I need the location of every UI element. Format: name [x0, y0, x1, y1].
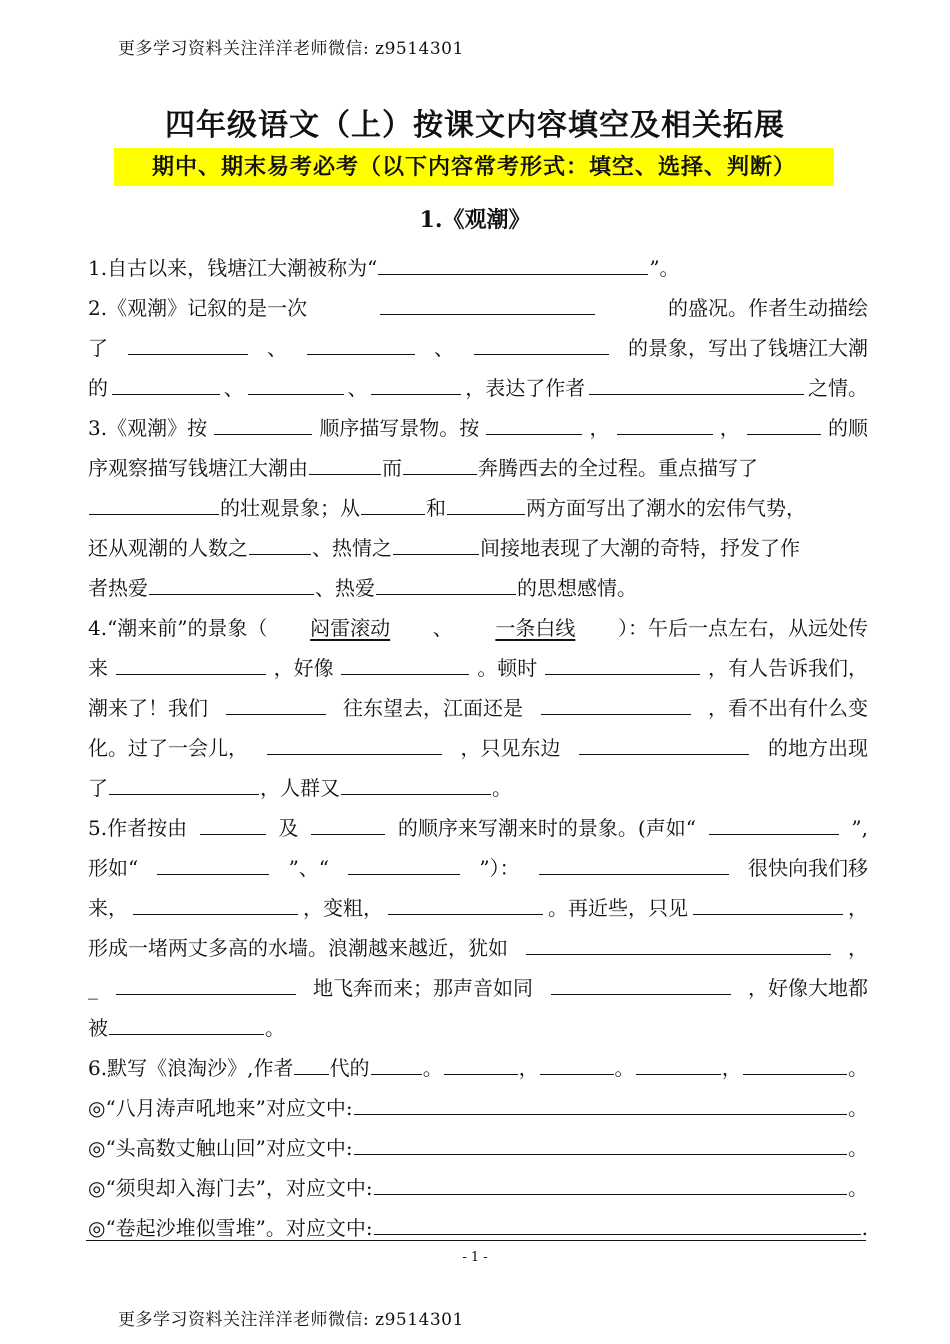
- blank[interactable]: [109, 1010, 264, 1035]
- blank[interactable]: [89, 490, 219, 515]
- text: ，: [719, 416, 740, 440]
- blank[interactable]: [133, 890, 298, 915]
- blank[interactable]: [226, 690, 326, 715]
- text: 往东望去，江面还是: [343, 696, 523, 720]
- text: 3.《观潮》按: [88, 416, 208, 440]
- blank[interactable]: [709, 810, 839, 835]
- text: ，好像: [273, 656, 334, 680]
- text: 。: [848, 1096, 868, 1120]
- blank[interactable]: [341, 650, 469, 675]
- blank[interactable]: [747, 410, 821, 435]
- text: ”,: [851, 816, 868, 840]
- text: 的思想感情。: [517, 576, 637, 600]
- blank[interactable]: [380, 290, 595, 315]
- blank[interactable]: [267, 730, 442, 755]
- blank[interactable]: [128, 330, 248, 355]
- text: 的: [88, 376, 108, 400]
- r3-line: [88, 1168, 868, 1208]
- text: 、: [347, 376, 368, 400]
- blank[interactable]: [447, 490, 525, 515]
- blank[interactable]: [551, 970, 731, 995]
- blank[interactable]: [307, 330, 415, 355]
- text: 而: [382, 456, 402, 480]
- blank[interactable]: [361, 490, 425, 515]
- footer-rule: [86, 1240, 866, 1241]
- text: ，人群又: [260, 776, 340, 800]
- blank[interactable]: [116, 650, 266, 675]
- q3-line1: [88, 408, 868, 448]
- q2-line2: [88, 328, 868, 368]
- text: 奔腾西去的全过程。重点描写了: [478, 456, 758, 480]
- text: 的景象，写出了钱塘江大潮: [628, 336, 868, 360]
- q4-line5: [88, 768, 868, 808]
- blank[interactable]: [294, 1050, 328, 1075]
- blank[interactable]: [376, 570, 516, 595]
- blank[interactable]: [545, 650, 700, 675]
- text: ，: [589, 416, 610, 440]
- lesson-heading: 1.《观潮》: [419, 207, 531, 233]
- q5-line3: [88, 888, 868, 928]
- q5-line2: [88, 848, 868, 888]
- text: 6.默写《浪淘沙》,作者: [88, 1056, 294, 1080]
- text: ，有人告诉我们，: [707, 656, 868, 680]
- text: 化。过了一会儿，: [88, 736, 248, 760]
- blank[interactable]: [444, 1050, 518, 1075]
- page-title: 四年级语文（上）按课文内容填空及相关拓展: [165, 108, 785, 143]
- blank[interactable]: [486, 410, 582, 435]
- text: .: [861, 1216, 868, 1240]
- blank[interactable]: [311, 810, 385, 835]
- r1-line: [88, 1088, 868, 1128]
- text: ，表达了作者: [465, 376, 586, 400]
- text: ◎“八月涛声吼地来”对应文中:: [88, 1096, 353, 1120]
- q3-line3: [88, 488, 868, 528]
- blank[interactable]: [617, 410, 713, 435]
- text: 4.“潮来前”的景象（: [88, 616, 268, 640]
- text: 、热爱: [315, 576, 375, 600]
- worksheet-body: [88, 248, 868, 1248]
- blank[interactable]: [374, 1210, 861, 1235]
- q6-line: [88, 1048, 868, 1088]
- blank[interactable]: [589, 370, 804, 395]
- text: 1.自古以来，钱塘江大潮被称为“: [88, 256, 378, 280]
- text: 。顿时: [477, 656, 538, 680]
- text: 。: [848, 1136, 868, 1160]
- text: 、: [434, 336, 454, 360]
- text: 。: [847, 1056, 868, 1080]
- text: _: [88, 976, 98, 1000]
- text: 、: [223, 376, 244, 400]
- blank[interactable]: [579, 730, 749, 755]
- text: 被: [88, 1016, 108, 1040]
- r2-line: [88, 1128, 868, 1168]
- text: 两方面写出了潮水的宏伟气势，: [526, 496, 806, 520]
- text: 序观察描写钱塘江大潮由: [88, 456, 308, 480]
- blank[interactable]: [348, 850, 460, 875]
- q5-line1: [88, 808, 868, 848]
- blank[interactable]: [200, 810, 266, 835]
- blank[interactable]: [116, 970, 296, 995]
- text: ，好像大地都: [748, 976, 868, 1000]
- text: 还从观潮的人数之: [88, 536, 248, 560]
- blank[interactable]: [248, 370, 344, 395]
- q5-line6: [88, 1008, 868, 1048]
- text: 的盛况。作者生动描绘: [668, 296, 868, 320]
- blank[interactable]: [540, 1050, 614, 1075]
- text: 形成一堵两丈多高的水墙。浪潮越来越近，犹如: [88, 936, 508, 960]
- blank[interactable]: [474, 330, 609, 355]
- blank[interactable]: [393, 530, 479, 555]
- text: 顺序描写景物。按: [319, 416, 480, 440]
- text: ”）：: [479, 856, 520, 880]
- subtitle-banner: 期中、期末易考必考（以下内容常考形式：填空、选择、判断）: [114, 148, 834, 186]
- text: 。: [265, 1016, 285, 1040]
- blank[interactable]: [249, 530, 311, 555]
- blank[interactable]: [354, 1090, 847, 1115]
- text: ）：午后一点左右，从远处传: [617, 616, 868, 640]
- blank[interactable]: [112, 370, 220, 395]
- q4-line4: [88, 728, 868, 768]
- q3-line4: [88, 528, 868, 568]
- text: 的顺序来写潮来时的景象。(声如“: [397, 816, 696, 840]
- blank[interactable]: [149, 570, 314, 595]
- blank[interactable]: [341, 770, 491, 795]
- underlined-text: 闷雷滚动: [310, 616, 391, 640]
- q3-line2: [88, 448, 868, 488]
- text: 。: [848, 1176, 868, 1200]
- blank[interactable]: [214, 410, 312, 435]
- text: 的壮观景象；从: [220, 496, 360, 520]
- blank[interactable]: [743, 1050, 847, 1075]
- text: ，: [848, 896, 868, 920]
- blank[interactable]: [636, 1050, 721, 1075]
- text: 。: [492, 776, 512, 800]
- text: ，: [721, 1056, 742, 1080]
- text: 之情。: [808, 376, 868, 400]
- blank[interactable]: [374, 1170, 847, 1195]
- footer-note: 更多学习资料关注洋洋老师微信: z9514301: [118, 1310, 464, 1330]
- text: ，只见东边: [460, 736, 561, 760]
- text: 、: [432, 616, 453, 640]
- text: 来，: [88, 896, 128, 920]
- text: 。: [614, 1056, 635, 1080]
- q5-line4: [88, 928, 868, 968]
- text: ◎“须臾却入海门去”，对应文中:: [88, 1176, 373, 1200]
- text: 了: [88, 336, 108, 360]
- text: 来: [88, 656, 108, 680]
- q2-line1: [88, 288, 868, 328]
- text: 5.作者按由: [88, 816, 188, 840]
- blank[interactable]: [526, 930, 831, 955]
- header-note: 更多学习资料关注洋洋老师微信: z9514301: [118, 39, 464, 59]
- text: 。再近些，只见: [548, 896, 688, 920]
- text: 地飞奔而来；那声音如同: [313, 976, 533, 1000]
- blank[interactable]: [693, 890, 843, 915]
- text: 了: [88, 776, 108, 800]
- blank[interactable]: [371, 370, 461, 395]
- blank[interactable]: [354, 1130, 847, 1155]
- blank[interactable]: [157, 850, 269, 875]
- q1-line: [88, 248, 868, 288]
- text: ◎“卷起沙堆似雪堆”。对应文中:: [88, 1216, 373, 1240]
- blank[interactable]: [539, 850, 729, 875]
- text: 及: [278, 816, 299, 840]
- text: ，: [848, 936, 868, 960]
- text: 、热情之: [312, 536, 392, 560]
- text: 很快向我们移: [747, 856, 868, 880]
- underlined-text: 一条白线: [495, 616, 576, 640]
- text: ，看不出有什么变: [708, 696, 868, 720]
- text: ，变粗，: [303, 896, 383, 920]
- text: 代的: [329, 1056, 370, 1080]
- blank[interactable]: [309, 450, 381, 475]
- q4-line3: [88, 688, 868, 728]
- blank[interactable]: [403, 450, 477, 475]
- q4-line2: [88, 648, 868, 688]
- text: 和: [426, 496, 446, 520]
- r4-line: [88, 1208, 868, 1248]
- text: 。: [422, 1056, 443, 1080]
- text: 潮来了！我们: [88, 696, 208, 720]
- text: 间接地表现了大潮的奇特，抒发了作: [480, 536, 800, 560]
- text: 的顺: [827, 416, 868, 440]
- text: ◎“头高数丈触山回”对应文中:: [88, 1136, 353, 1160]
- text: 的地方出现: [768, 736, 868, 760]
- page-number: - 1 -: [462, 1250, 488, 1265]
- q3-line5: [88, 568, 868, 608]
- blank[interactable]: [109, 770, 259, 795]
- text: 者热爱: [88, 576, 148, 600]
- text: 、: [267, 336, 287, 360]
- blank[interactable]: [378, 250, 648, 275]
- text: 2.《观潮》记叙的是一次: [88, 296, 308, 320]
- text: 形如“: [88, 856, 139, 880]
- q5-line5: [88, 968, 868, 1008]
- text: ”、“: [288, 856, 330, 880]
- blank[interactable]: [541, 690, 691, 715]
- text: ，: [518, 1056, 539, 1080]
- blank[interactable]: [388, 890, 543, 915]
- text: ”。: [649, 256, 680, 280]
- q4-line1: [88, 608, 868, 648]
- blank[interactable]: [371, 1050, 422, 1075]
- q2-line3: [88, 368, 868, 408]
